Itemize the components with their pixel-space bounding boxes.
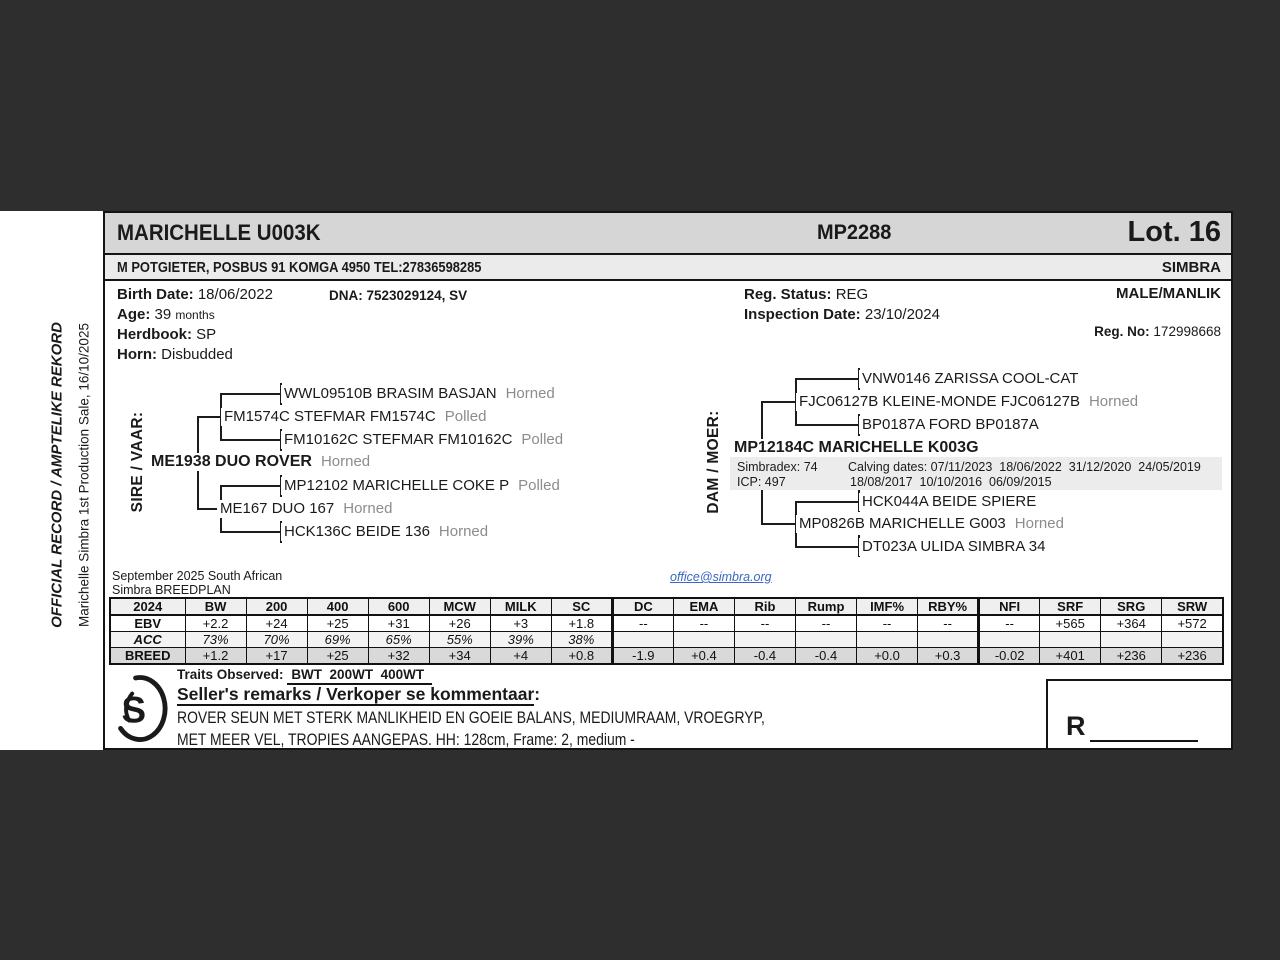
ebv-cell: +1.2 <box>185 648 246 665</box>
breedplan-note-line2: Simbra BREEDPLAN <box>112 583 231 597</box>
animal-name: MP0826B MARICHELLE G003 <box>799 515 1006 532</box>
ebv-column-header: SRG <box>1101 598 1162 615</box>
inspection-date-label: Inspection Date: <box>744 306 861 323</box>
seller-remarks-line1: ROVER SEUN MET STERK MANLIKHEID EN GOEIE BALANS, MEDIUMRAAM, VROEGRYP, <box>177 708 765 727</box>
ebv-cell: +24 <box>246 615 307 632</box>
ebv-cell: -0.4 <box>795 648 856 665</box>
ebv-cell: -- <box>857 615 918 632</box>
sire-axis-label: SIRE / VAAR: <box>129 411 146 513</box>
dam-axis-label: DAM / MOER: <box>705 410 722 514</box>
tree-line <box>761 523 797 525</box>
reg-status-label: Reg. Status: <box>744 286 832 303</box>
tree-line <box>795 546 859 548</box>
age-value: 39 <box>154 306 172 323</box>
simbradex-row <box>737 459 818 475</box>
tree-line <box>795 378 859 380</box>
ebv-column-header: IMF% <box>857 598 918 615</box>
catalog-page <box>0 211 1233 750</box>
tree-line <box>220 485 282 487</box>
ebv-cell: 65% <box>368 632 429 648</box>
lot-number: Lot. 16 <box>1127 216 1221 248</box>
ebv-cell: +4 <box>490 648 551 665</box>
price-underline <box>1090 722 1198 742</box>
ebv-cell: +17 <box>246 648 307 665</box>
svg-text:S: S <box>121 689 147 731</box>
ebv-column-header: MCW <box>429 598 490 615</box>
tree-line <box>795 424 859 426</box>
ebv-row-label: ACC <box>110 632 185 648</box>
ebv-cell <box>857 632 918 648</box>
ebv-cell: +364 <box>1101 615 1162 632</box>
ebv-cell: -1.9 <box>612 648 673 665</box>
ebv-cell: 38% <box>551 632 612 648</box>
ebv-row-label: EBV <box>110 615 185 632</box>
currency-prefix: R <box>1066 711 1086 741</box>
ebv-column-header: SRW <box>1162 598 1223 615</box>
ebv-cell: +25 <box>307 648 368 665</box>
pedigree-node-sire <box>796 393 1141 411</box>
pedigree-node-dam-dam <box>281 523 491 541</box>
ebv-header-row <box>110 598 1223 615</box>
ebv-cell: -- <box>673 615 734 632</box>
ebv-cell: -- <box>734 615 795 632</box>
ebv-column-header: RBY% <box>918 598 979 615</box>
tree-line <box>220 393 282 395</box>
ebv-cell: -- <box>612 615 673 632</box>
dam-stats-box <box>730 457 1222 490</box>
sale-name-vertical-label: Marichelle Simbra 1st Production Sale, 16/10/2025 <box>76 323 92 627</box>
ebv-cell: +401 <box>1040 648 1101 665</box>
pedigree-node-dam-dam <box>859 538 1057 556</box>
pedigree-node-sire <box>221 408 489 426</box>
age-unit: months <box>175 308 215 322</box>
price-row[interactable] <box>1066 711 1198 742</box>
seller-remarks-colon: : <box>534 684 541 704</box>
herdbook-label: Herdbook: <box>117 326 192 343</box>
horn-row <box>117 346 233 363</box>
pedigree-node-sire-dam <box>859 416 1051 434</box>
ebv-column-header: Rib <box>734 598 795 615</box>
calving-dates-line2: 18/08/2017 10/10/2016 06/09/2015 <box>850 475 1052 489</box>
ebv-cell: 39% <box>490 632 551 648</box>
ebv-cell <box>1162 632 1223 648</box>
animal-name: ME167 DUO 167 <box>220 500 335 517</box>
animal-name: HCK136C BEIDE 136 <box>284 523 430 540</box>
animal-name: FJC06127B KLEINE-MONDE FJC06127B <box>799 393 1080 410</box>
pedigree-node-sire-sire <box>281 385 558 403</box>
animal-name: FM1574C STEFMAR FM1574C <box>224 408 436 425</box>
animal-tag: MP2288 <box>817 221 892 244</box>
breed-label: SIMBRA <box>1161 259 1221 276</box>
ebv-cell <box>734 632 795 648</box>
ebv-row-breed <box>110 648 1223 665</box>
pedigree-node-dam <box>217 500 395 518</box>
ebv-column-header: EMA <box>673 598 734 615</box>
ebv-column-header: Rump <box>795 598 856 615</box>
reg-no-value: 172998668 <box>1153 324 1221 339</box>
animal-name: BP0187A FORD BP0187A <box>862 416 1039 433</box>
ebv-column-header: NFI <box>979 598 1040 615</box>
tree-line <box>220 439 282 441</box>
inspection-date-value: 23/10/2024 <box>864 306 940 323</box>
ebv-cell <box>795 632 856 648</box>
ebv-column-header: 400 <box>307 598 368 615</box>
ebv-row-acc <box>110 632 1223 648</box>
owner-band <box>105 255 1231 281</box>
ebv-cell: +25 <box>307 615 368 632</box>
ebv-cell: 69% <box>307 632 368 648</box>
ebv-cell: +0.0 <box>857 648 918 665</box>
horn-status: Horned <box>343 500 393 517</box>
ebv-column-header: 2024 <box>110 598 185 615</box>
sex-label: MALE/MANLIK <box>1116 285 1221 302</box>
ebv-cell: +1.8 <box>551 615 612 632</box>
ebv-cell: -- <box>795 615 856 632</box>
birth-date-value: 18/06/2022 <box>197 286 273 303</box>
ebv-cell <box>673 632 734 648</box>
ebv-cell: +31 <box>368 615 429 632</box>
ebv-cell: +3 <box>490 615 551 632</box>
pedigree-node-dam-sire <box>859 493 1048 511</box>
simbradex-value: 74 <box>803 460 818 474</box>
seller-remarks-heading: Seller's remarks / Verkoper se kommentaar <box>177 684 535 704</box>
email-link[interactable]: office@simbra.org <box>670 570 772 584</box>
s-logo-icon <box>107 671 169 752</box>
animal-name: FM10162C STEFMAR FM10162C <box>284 431 513 448</box>
ebv-column-header: DC <box>612 598 673 615</box>
pedigree-node-dam-sire <box>281 477 563 495</box>
ebv-cell: +0.8 <box>551 648 612 665</box>
ebv-cell <box>918 632 979 648</box>
calving-dates-line1: Calving dates: 07/11/2023 18/06/2022 31/12/2020 24/05/2019 <box>848 460 1201 474</box>
pedigree-node-sire-dam <box>281 431 566 449</box>
ebv-cell: +0.4 <box>673 648 734 665</box>
animal-name: ME1938 DUO ROVER <box>151 453 312 470</box>
ebv-cell: +572 <box>1162 615 1223 632</box>
pedigree-node-sire-subject <box>148 453 373 471</box>
ebv-cell: 70% <box>246 632 307 648</box>
ebv-table <box>109 597 1224 665</box>
ebv-cell: +236 <box>1162 648 1223 665</box>
horn-status: Horned <box>1014 515 1064 532</box>
ebv-cell: -0.4 <box>734 648 795 665</box>
ebv-cell: +34 <box>429 648 490 665</box>
animal-name: MP12102 MARICHELLE COKE P <box>284 477 510 494</box>
horn-status: Polled <box>518 477 560 494</box>
reg-status-value: REG <box>835 286 869 303</box>
ebv-row-ebv <box>110 615 1223 632</box>
pedigree-node-sire-sire <box>859 370 1090 388</box>
traits-observed-row <box>177 667 432 682</box>
simbradex-label: Simbradex: <box>737 460 801 474</box>
ebv-column-header: SRF <box>1040 598 1101 615</box>
reg-status-row <box>744 286 868 303</box>
icp-value: 497 <box>764 475 786 489</box>
title-band <box>105 213 1231 255</box>
official-record-vertical-label: OFFICIAL RECORD / AMPTELIKE REKORD <box>48 322 66 628</box>
tree-line <box>795 501 859 503</box>
ebv-cell <box>612 632 673 648</box>
animal-name: MP12184C MARICHELLE K003G <box>734 439 979 456</box>
traits-observed-values: BWT 200WT 400WT <box>287 667 432 685</box>
dna-label: DNA: <box>329 288 363 303</box>
ebv-column-header: SC <box>551 598 612 615</box>
pedigree-node-dam-subject <box>731 439 991 457</box>
herdbook-row <box>117 326 216 343</box>
reg-no-label: Reg. No: <box>1094 324 1150 339</box>
horn-status: Horned <box>505 385 555 402</box>
horn-status: Horned <box>1088 393 1139 410</box>
ebv-column-header: MILK <box>490 598 551 615</box>
ebv-cell: +2.2 <box>185 615 246 632</box>
reg-no-row <box>1094 324 1221 339</box>
age-label: Age: <box>117 306 151 323</box>
horn-value: Disbudded <box>161 346 233 363</box>
seller-remarks-line2: MET MEER VEL, TROPIES AANGEPAS. HH: 128cm, Frame: 2, medium - <box>177 730 635 749</box>
dna-value: 7523029124, SV <box>366 288 468 303</box>
ebv-cell <box>979 632 1040 648</box>
herdbook-value: SP <box>196 326 217 343</box>
animal-name: VNW0146 ZARISSA COOL-CAT <box>862 370 1079 387</box>
horn-status: Horned <box>438 523 489 540</box>
ebv-cell: 73% <box>185 632 246 648</box>
tree-line <box>220 531 282 533</box>
lot-card <box>103 211 1233 750</box>
birth-date-row <box>117 286 273 303</box>
ebv-cell: +565 <box>1040 615 1101 632</box>
price-box <box>1046 679 1231 748</box>
horn-status: Polled <box>521 431 564 448</box>
dna-row <box>329 288 467 303</box>
icp-row <box>737 474 786 490</box>
age-row <box>117 306 215 323</box>
horn-status: Horned <box>320 453 371 470</box>
icp-label: ICP: <box>737 475 762 489</box>
ebv-cell: -- <box>979 615 1040 632</box>
animal-name: HCK044A BEIDE SPIERE <box>862 493 1037 510</box>
ebv-column-header: 600 <box>368 598 429 615</box>
ebv-cell <box>1040 632 1101 648</box>
animal-name: WWL09510B BRASIM BASJAN <box>284 385 497 402</box>
breedplan-note-line1: September 2025 South African <box>112 569 283 583</box>
ebv-column-header: 200 <box>246 598 307 615</box>
animal-id: MARICHELLE U003K <box>117 220 321 245</box>
horn-label: Horn: <box>117 346 157 363</box>
ebv-cell: +236 <box>1101 648 1162 665</box>
ebv-cell: +32 <box>368 648 429 665</box>
ebv-cell: +26 <box>429 615 490 632</box>
breedplan-note <box>112 569 282 597</box>
pedigree-node-dam <box>796 515 1067 533</box>
seller-remarks-heading-row <box>177 684 540 705</box>
animal-name: DT023A ULIDA SIMBRA 34 <box>862 538 1046 555</box>
ebv-cell <box>1101 632 1162 648</box>
tree-line <box>197 416 222 418</box>
traits-observed-label: Traits Observed: <box>177 667 284 682</box>
ebv-row-label: BREED <box>110 648 185 665</box>
birth-date-label: Birth Date: <box>117 286 194 303</box>
ebv-cell: -0.02 <box>979 648 1040 665</box>
ebv-cell: -- <box>918 615 979 632</box>
inspection-date-row <box>744 306 940 323</box>
ebv-column-header: BW <box>185 598 246 615</box>
ebv-cell: 55% <box>429 632 490 648</box>
seller-contact: M POTGIETER, POSBUS 91 KOMGA 4950 TEL:27836598285 <box>117 259 482 276</box>
horn-status: Polled <box>444 408 487 425</box>
tree-line <box>761 401 797 403</box>
ebv-cell: +0.3 <box>918 648 979 665</box>
